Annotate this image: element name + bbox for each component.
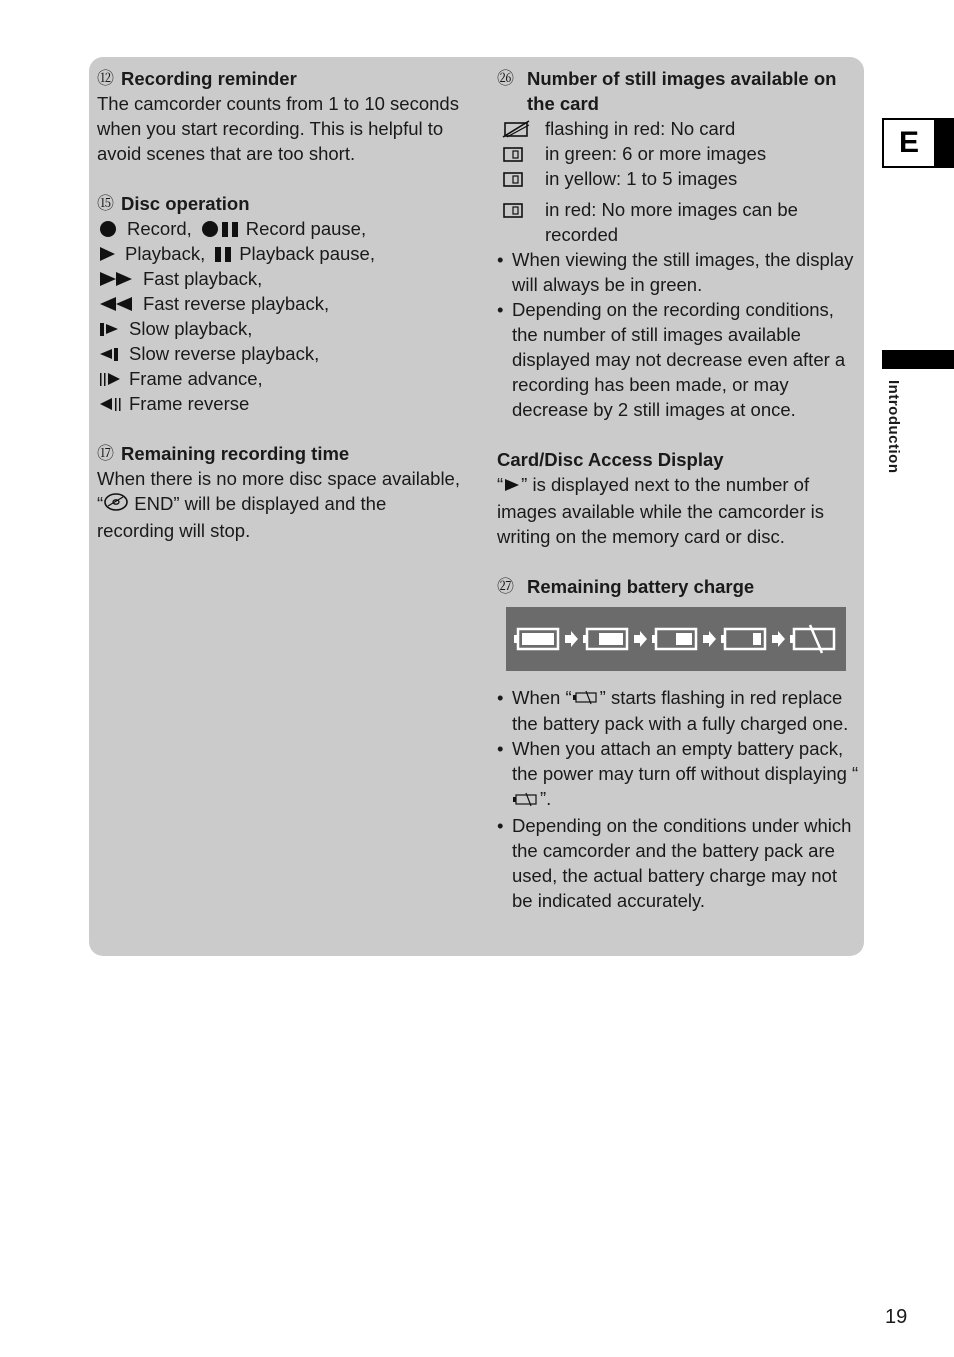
disc-op-row (97, 391, 465, 416)
fast-forward-icon (97, 270, 143, 288)
indicator-row: in yellow: 1 to 5 images (497, 166, 859, 191)
bullet-item: • Depending on the recording conditions, the number of still images available displayed may not decrease even after a recording has been made, or may decrease by 2 still images at once. (497, 299, 846, 420)
indicator-row: in green: 6 or more images (497, 141, 859, 166)
left-column (97, 66, 465, 543)
access-play-icon (503, 474, 521, 499)
language-tab (882, 118, 954, 168)
fast-reverse-icon (97, 295, 143, 313)
slow-reverse-icon (97, 345, 129, 363)
card-icon (497, 197, 545, 222)
battery-level-fill (676, 633, 692, 645)
access-display-heading: Card/Disc Access Display (497, 449, 724, 470)
card-icon (497, 141, 545, 166)
language-letter: E (884, 120, 934, 166)
battery-sequence-graphic (506, 607, 846, 671)
playback-label: Playback, (125, 243, 206, 264)
slow-playback-icon (97, 320, 129, 338)
fast-reverse-label: Fast reverse playback, (143, 293, 330, 314)
disc-op-row (97, 366, 465, 391)
frame-reverse-icon (97, 395, 129, 413)
pause-icon (213, 245, 239, 263)
disc-operation-heading: ⑮ Disc operation (97, 193, 250, 214)
frame-advance-icon (97, 370, 129, 388)
disc-op-row (97, 266, 465, 291)
slow-reverse-label: Slow reverse playback, (129, 343, 320, 364)
playback-pause-label: Playback pause, (239, 243, 375, 264)
battery-level-fill (753, 633, 761, 645)
indicator-row: in red: No more images can be recorded (497, 197, 859, 247)
bullet-item: • Depending on the conditions under which the camcorder and the battery pack are used, the actual battery charge may not be indicated accurately. (497, 814, 852, 911)
record-pause-icon (200, 220, 246, 238)
frame-advance-label: Frame advance, (129, 368, 263, 389)
sequence-arrow-icon (703, 631, 716, 647)
right-column (497, 66, 859, 913)
bullet-item: • When you attach an empty battery pack, the power may turn off without displaying “”. (497, 736, 859, 813)
battery-empty-icon (572, 686, 600, 711)
section-marker-bar (882, 350, 954, 369)
disc-op-row (97, 316, 465, 341)
record-icon (97, 220, 127, 238)
record-label: Record, (127, 218, 192, 239)
battery-level-fill (599, 633, 623, 645)
battery-level-fill (522, 633, 554, 645)
slow-playback-label: Slow playback, (129, 318, 253, 339)
remaining-time-text: When there is no more disc space available, “ END” will be displayed and the recording will stop. (97, 468, 460, 542)
bullet-item: • When “ ” starts flashing in red replace the battery pack with a fully charged one. (497, 686, 849, 735)
sequence-arrow-icon (634, 631, 647, 647)
still-images-heading: ㉖ Number of still images available on the card (497, 68, 837, 114)
sequence-arrow-icon (565, 631, 578, 647)
battery-sequence (506, 607, 846, 671)
disc-icon (103, 492, 129, 518)
recording-reminder-text: The camcorder counts from 1 to 10 seconds when you start recording. This is helpful to avoid scenes that are too short. (97, 93, 459, 164)
item-number: ㉗ (497, 576, 514, 596)
record-pause-label: Record pause, (245, 218, 367, 239)
bullet-item: • When viewing the still images, the display will always be in green. (497, 249, 854, 295)
disc-op-row (97, 241, 465, 266)
page-number: 19 (885, 1306, 908, 1328)
remaining-time-heading: ⑰ Remaining recording time (97, 443, 350, 464)
fast-playback-label: Fast playback, (143, 268, 263, 289)
section-label: Introduction (885, 380, 902, 474)
card-icon (497, 166, 545, 191)
battery-empty-icon (512, 788, 540, 813)
access-display-text: “ ” is displayed next to the number of images available while the camcorder is writing on the memory card or disc. (497, 474, 824, 547)
recording-reminder-heading: ⑫ Recording reminder (97, 68, 297, 89)
disc-op-row (97, 341, 465, 366)
item-number: ⑰ (97, 444, 114, 463)
disc-op-row (97, 216, 465, 241)
item-number: ㉖ (497, 69, 514, 88)
no-card-icon (497, 116, 545, 141)
item-number: ⑮ (97, 194, 114, 213)
frame-reverse-label: Frame reverse (129, 393, 250, 414)
disc-op-row (97, 291, 465, 316)
indicator-row: flashing in red: No card (497, 116, 859, 141)
item-number: ⑫ (97, 69, 114, 88)
battery-heading: ㉗ Remaining battery charge (497, 575, 755, 597)
play-icon (97, 245, 125, 263)
sequence-arrow-icon (772, 631, 785, 647)
